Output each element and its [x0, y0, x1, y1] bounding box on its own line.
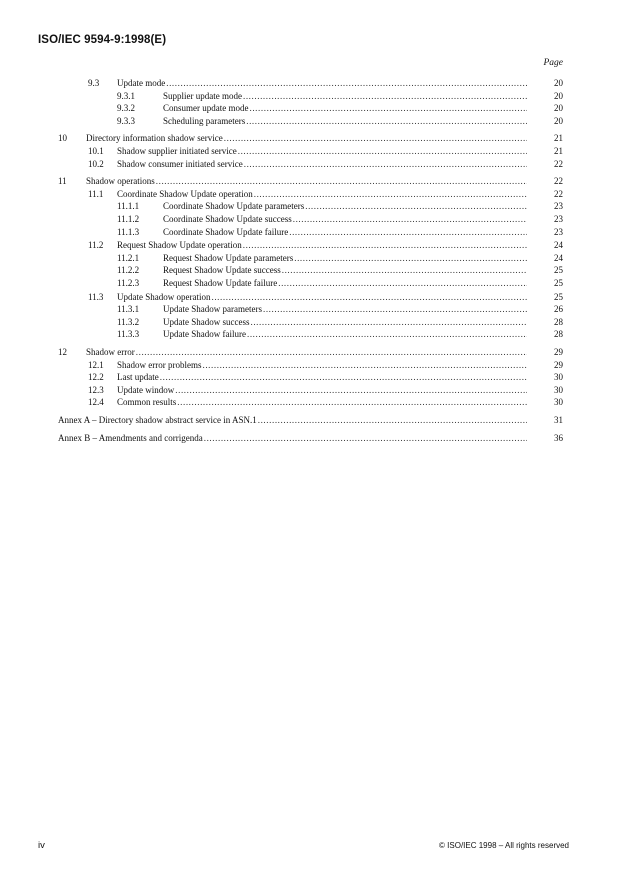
dot-leader [238, 145, 527, 157]
toc-entry-number: 12.1 [88, 359, 104, 370]
toc-entry-number: 9.3.2 [117, 103, 135, 114]
toc-entry-number: 11 [58, 176, 67, 187]
toc-entry-number: 12.2 [88, 372, 104, 383]
toc-entry-title: Coordinate Shadow Update operation [117, 188, 253, 199]
toc-entry-page: 29 [554, 359, 563, 370]
toc-entry-number: 10 [58, 133, 67, 144]
toc-entry-title: Supplier update mode [163, 90, 242, 101]
toc-entry-number: 11.2.1 [117, 252, 140, 263]
dot-leader [202, 359, 527, 371]
toc-entry-page: 30 [554, 372, 563, 383]
toc-entry-page: 30 [554, 397, 563, 408]
toc-entry-page: 25 [554, 291, 563, 302]
copyright-notice: © ISO/IEC 1998 – All rights reserved [439, 841, 569, 850]
toc-entry[interactable] [117, 316, 563, 328]
toc-entry[interactable] [88, 359, 563, 371]
toc-entry[interactable] [117, 115, 563, 127]
toc-entry-page: 31 [554, 415, 563, 425]
toc-entry-page: 22 [554, 158, 563, 169]
toc-entry[interactable] [88, 188, 563, 200]
toc-entry-page: 25 [554, 265, 563, 276]
toc-entry-page: 23 [554, 226, 563, 237]
toc-entry-number: 11.2.2 [117, 265, 140, 276]
toc-entry-title: Shadow error problems [117, 359, 202, 370]
toc-entry[interactable] [58, 175, 563, 187]
toc-entry[interactable] [88, 77, 563, 89]
dot-leader [250, 316, 527, 328]
dot-leader [249, 102, 527, 114]
toc-entry-title: Annex B – Amendments and corrigenda [58, 432, 203, 443]
toc-entry[interactable] [117, 328, 563, 340]
dot-leader [278, 277, 527, 289]
toc-entry-title: Request Shadow Update success [163, 265, 281, 276]
dot-leader [160, 371, 527, 383]
page-number: iv [38, 840, 45, 851]
document-header: ISO/IEC 9594-9:1998(E) [38, 34, 167, 46]
toc-entry-page: 21 [554, 133, 563, 144]
toc-entry[interactable] [58, 432, 563, 444]
toc-entry-page: 28 [554, 316, 563, 327]
dot-leader [177, 396, 527, 408]
dot-leader [243, 239, 527, 251]
toc-entry[interactable] [88, 371, 563, 383]
dot-leader [246, 115, 527, 127]
toc-entry-page: 22 [554, 176, 563, 187]
toc-entry-title: Directory information shadow service [86, 133, 223, 144]
toc-entry-page: 26 [554, 304, 563, 315]
dot-leader [289, 226, 527, 238]
toc-entry[interactable] [58, 132, 563, 144]
toc-entry-title: Update Shadow operation [117, 291, 211, 302]
toc-entry-number: 12.3 [88, 384, 104, 395]
toc-entry-title: Coordinate Shadow Update success [163, 214, 292, 224]
dot-leader [282, 264, 527, 276]
toc-entry-title: Update window [117, 384, 175, 395]
toc-entry-title: Update mode [117, 78, 166, 88]
dot-leader [294, 252, 527, 264]
page-column-label: Page [543, 58, 563, 68]
toc-entry-page: 23 [554, 214, 563, 224]
toc-entry[interactable] [117, 90, 563, 102]
toc-entry-title: Request Shadow Update parameters [163, 252, 294, 263]
toc-entry[interactable] [117, 200, 563, 212]
toc-entry-number: 12 [58, 347, 67, 357]
toc-entry-page: 20 [554, 103, 563, 114]
toc-entry[interactable] [58, 414, 563, 426]
dot-leader [244, 158, 527, 170]
toc-entry-page: 20 [554, 115, 563, 126]
toc-entry[interactable] [88, 396, 563, 408]
toc-entry-number: 9.3.1 [117, 90, 135, 101]
toc-entry-number: 11.3.3 [117, 329, 140, 340]
toc-entry-page: 29 [554, 347, 563, 357]
toc-entry[interactable] [88, 384, 563, 396]
toc-entry[interactable] [88, 145, 563, 157]
toc-entry[interactable] [117, 303, 563, 315]
toc-entry-title: Common results [117, 397, 177, 408]
toc-entry-number: 10.2 [88, 158, 104, 169]
dot-leader [204, 432, 527, 444]
toc-entry-number: 9.3 [88, 78, 100, 88]
toc-entry-number: 11.3 [88, 291, 104, 302]
toc-entry-title: Shadow error [86, 347, 135, 357]
dot-leader [243, 90, 527, 102]
toc-entry-title: Shadow operations [86, 176, 155, 187]
toc-entry-page: 30 [554, 384, 563, 395]
toc-entry-page: 24 [554, 252, 563, 263]
toc-entry-number: 10.1 [88, 146, 104, 156]
toc-entry-page: 20 [554, 90, 563, 101]
dot-leader [258, 414, 527, 426]
toc-entry[interactable] [58, 346, 563, 358]
toc-entry-title: Update Shadow parameters [163, 304, 262, 315]
toc-entry[interactable] [88, 158, 563, 170]
toc-entry[interactable] [88, 239, 563, 251]
toc-entry-title: Request Shadow Update failure [163, 278, 278, 288]
dot-leader [224, 132, 527, 144]
toc-entry-page: 25 [554, 278, 563, 288]
dot-leader [305, 200, 527, 212]
toc-entry-title: Consumer update mode [163, 103, 249, 114]
toc-entry-number: 11.1.2 [117, 214, 140, 224]
toc-entry-page: 23 [554, 201, 563, 212]
toc-entry[interactable] [117, 277, 563, 289]
toc-entry-number: 11.2 [88, 240, 104, 251]
toc-entry-number: 11.1 [88, 188, 104, 199]
toc-entry-title: Last update [117, 372, 159, 383]
dot-leader [247, 328, 527, 340]
dot-leader [156, 175, 527, 187]
dot-leader [136, 346, 527, 358]
dot-leader [263, 303, 527, 315]
toc-entry-title: Update Shadow success [163, 316, 250, 327]
toc-entry-title: Shadow consumer initiated service [117, 158, 243, 169]
toc-entry[interactable] [117, 102, 563, 114]
toc-entry-number: 9.3.3 [117, 115, 135, 126]
toc-entry-title: Annex A – Directory shadow abstract service in ASN.1 [58, 415, 257, 425]
dot-leader [293, 213, 527, 225]
toc-entry-number: 11.3.2 [117, 316, 140, 327]
toc-entry-page: 36 [554, 432, 563, 443]
toc-entry-number: 11.2.3 [117, 278, 140, 288]
toc-entry[interactable] [117, 252, 563, 264]
toc-entry-page: 21 [554, 146, 563, 156]
toc-entry-title: Shadow supplier initiated service [117, 146, 237, 156]
toc-entry-number: 11.1.3 [117, 226, 140, 237]
toc-entry[interactable] [117, 264, 563, 276]
toc-entry-page: 28 [554, 329, 563, 340]
toc-entry-page: 20 [554, 78, 563, 88]
toc-entry-title: Request Shadow Update operation [117, 240, 242, 251]
toc-entry-number: 11.3.1 [117, 304, 140, 315]
toc-entry-number: 12.4 [88, 397, 104, 408]
toc-entry[interactable] [117, 213, 563, 225]
toc-entry-title: Update Shadow failure [163, 329, 246, 340]
toc-entry[interactable] [88, 291, 563, 303]
dot-leader [166, 77, 527, 89]
dot-leader [254, 188, 527, 200]
dot-leader [175, 384, 527, 396]
toc-entry-title: Coordinate Shadow Update parameters [163, 201, 305, 212]
toc-entry-page: 22 [554, 188, 563, 199]
toc-entry[interactable] [117, 226, 563, 238]
toc-entry-title: Coordinate Shadow Update failure [163, 226, 289, 237]
dot-leader [211, 291, 527, 303]
toc-entry-number: 11.1.1 [117, 201, 140, 212]
toc-entry-page: 24 [554, 240, 563, 251]
toc-entry-title: Scheduling parameters [163, 115, 246, 126]
